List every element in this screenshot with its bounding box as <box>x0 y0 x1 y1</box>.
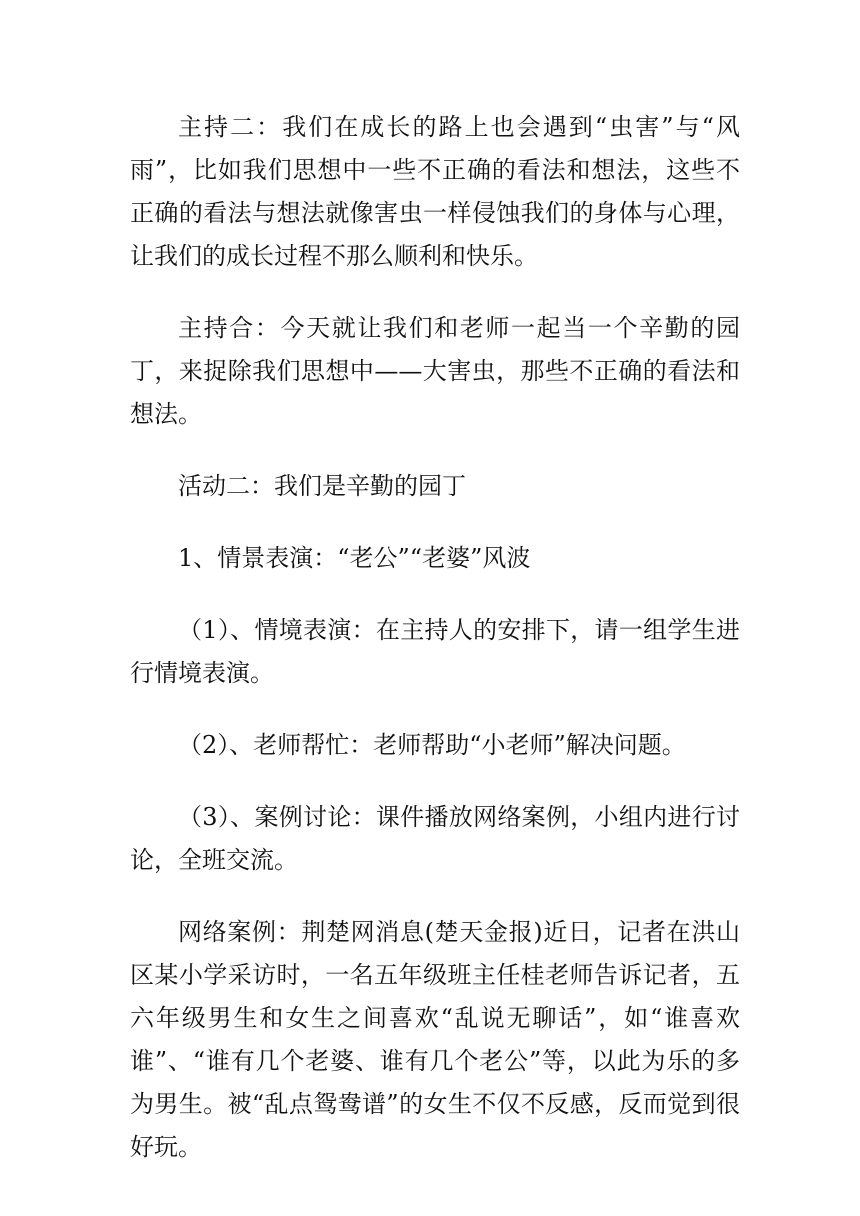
document-body <box>130 106 740 1198</box>
paragraph-host-two: 主持二：我们在成长的路上也会遇到“虫害”与“风雨”，比如我们思想中一些不正确的看法和想法，这些不正确的看法与想法就像害虫一样侵蚀我们的身体与心理，让我们的成长过程不那么顺利和快乐。 <box>130 113 740 270</box>
paragraph-activity-two-heading: 活动二：我们是辛勤的园丁 <box>178 472 466 500</box>
paragraph-host-together: 主持合：今天就让我们和老师一起当一个辛勤的园丁，来捉除我们思想中——大害虫，那些不正确的看法和想法。 <box>130 314 740 428</box>
paragraph-scenario-performance: 1、情景表演：“老公”“老婆”风波 <box>178 544 531 572</box>
paragraph-network-case: 网络案例：荆楚网消息(楚天金报)近日，记者在洪山区某小学采访时，一名五年级班主任桂老师告诉记者，五六年级男生和女生之间喜欢“乱说无聊话”，如“谁喜欢谁”、“谁有几个老婆、谁有几个老公”等，以此为乐的多为男生。被“乱点鸳鸯谱”的女生不仅不反感，反而觉到很好玩。 <box>130 918 740 1161</box>
paragraph-step-two: （2）、老师帮忙：老师帮助“小老师”解决问题。 <box>178 731 686 759</box>
paragraph-step-one: （1）、情境表演：在主持人的安排下，请一组学生进行情境表演。 <box>130 616 740 687</box>
paragraph-step-three: （3）、案例讨论：课件播放网络案例，小组内进行讨论，全班交流。 <box>130 803 740 874</box>
